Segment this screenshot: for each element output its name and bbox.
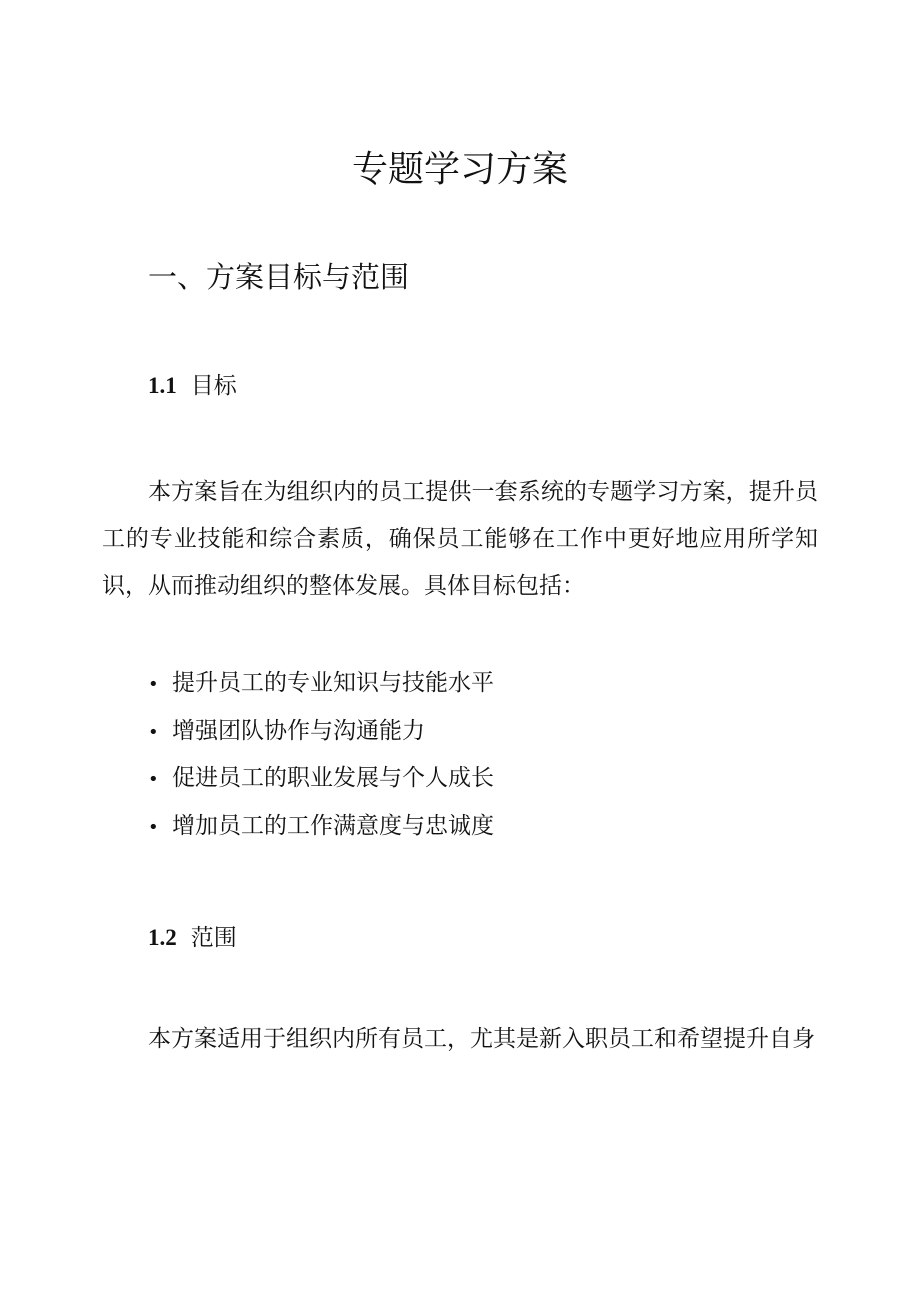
bullet-icon: • (148, 674, 159, 695)
scope-paragraph: 本方案适用于组织内所有员工，尤其是新入职员工和希望提升自身 (148, 1026, 815, 1052)
bullet-icon: • (148, 769, 159, 790)
bullet-icon: • (148, 721, 159, 743)
list-item-text: 促进员工的职业发展与个人成长 (172, 765, 494, 791)
subsection-heading-goals (148, 369, 237, 403)
list-item (148, 803, 494, 851)
list-item (148, 660, 494, 708)
subsection-title: 目标 (190, 373, 237, 399)
subsection-title: 范围 (190, 925, 237, 951)
bullet-icon: • (148, 816, 159, 838)
subsection-number: 1.2 (148, 925, 177, 950)
list-item-text: 增强团队协作与沟通能力 (172, 717, 425, 744)
subsection-number: 1.1 (148, 373, 177, 398)
list-item (148, 708, 494, 756)
list-item-text: 提升员工的专业知识与技能水平 (172, 670, 494, 696)
list-item-text: 增加员工的工作满意度与忠诚度 (172, 812, 494, 839)
goals-paragraph: 本方案旨在为组织内的员工提供一套系统的专题学习方案，提升员工的专业技能和综合素质，确保员工能够在工作中更好地应用所学知识，从而推动组织的整体发展。具体目标包括： (102, 479, 818, 599)
document-title: 专题学习方案 (351, 149, 568, 190)
subsection-heading-scope (148, 921, 237, 955)
section-heading: 一、方案目标与范围 (148, 260, 410, 294)
list-item (148, 755, 494, 803)
goals-list (148, 660, 494, 850)
